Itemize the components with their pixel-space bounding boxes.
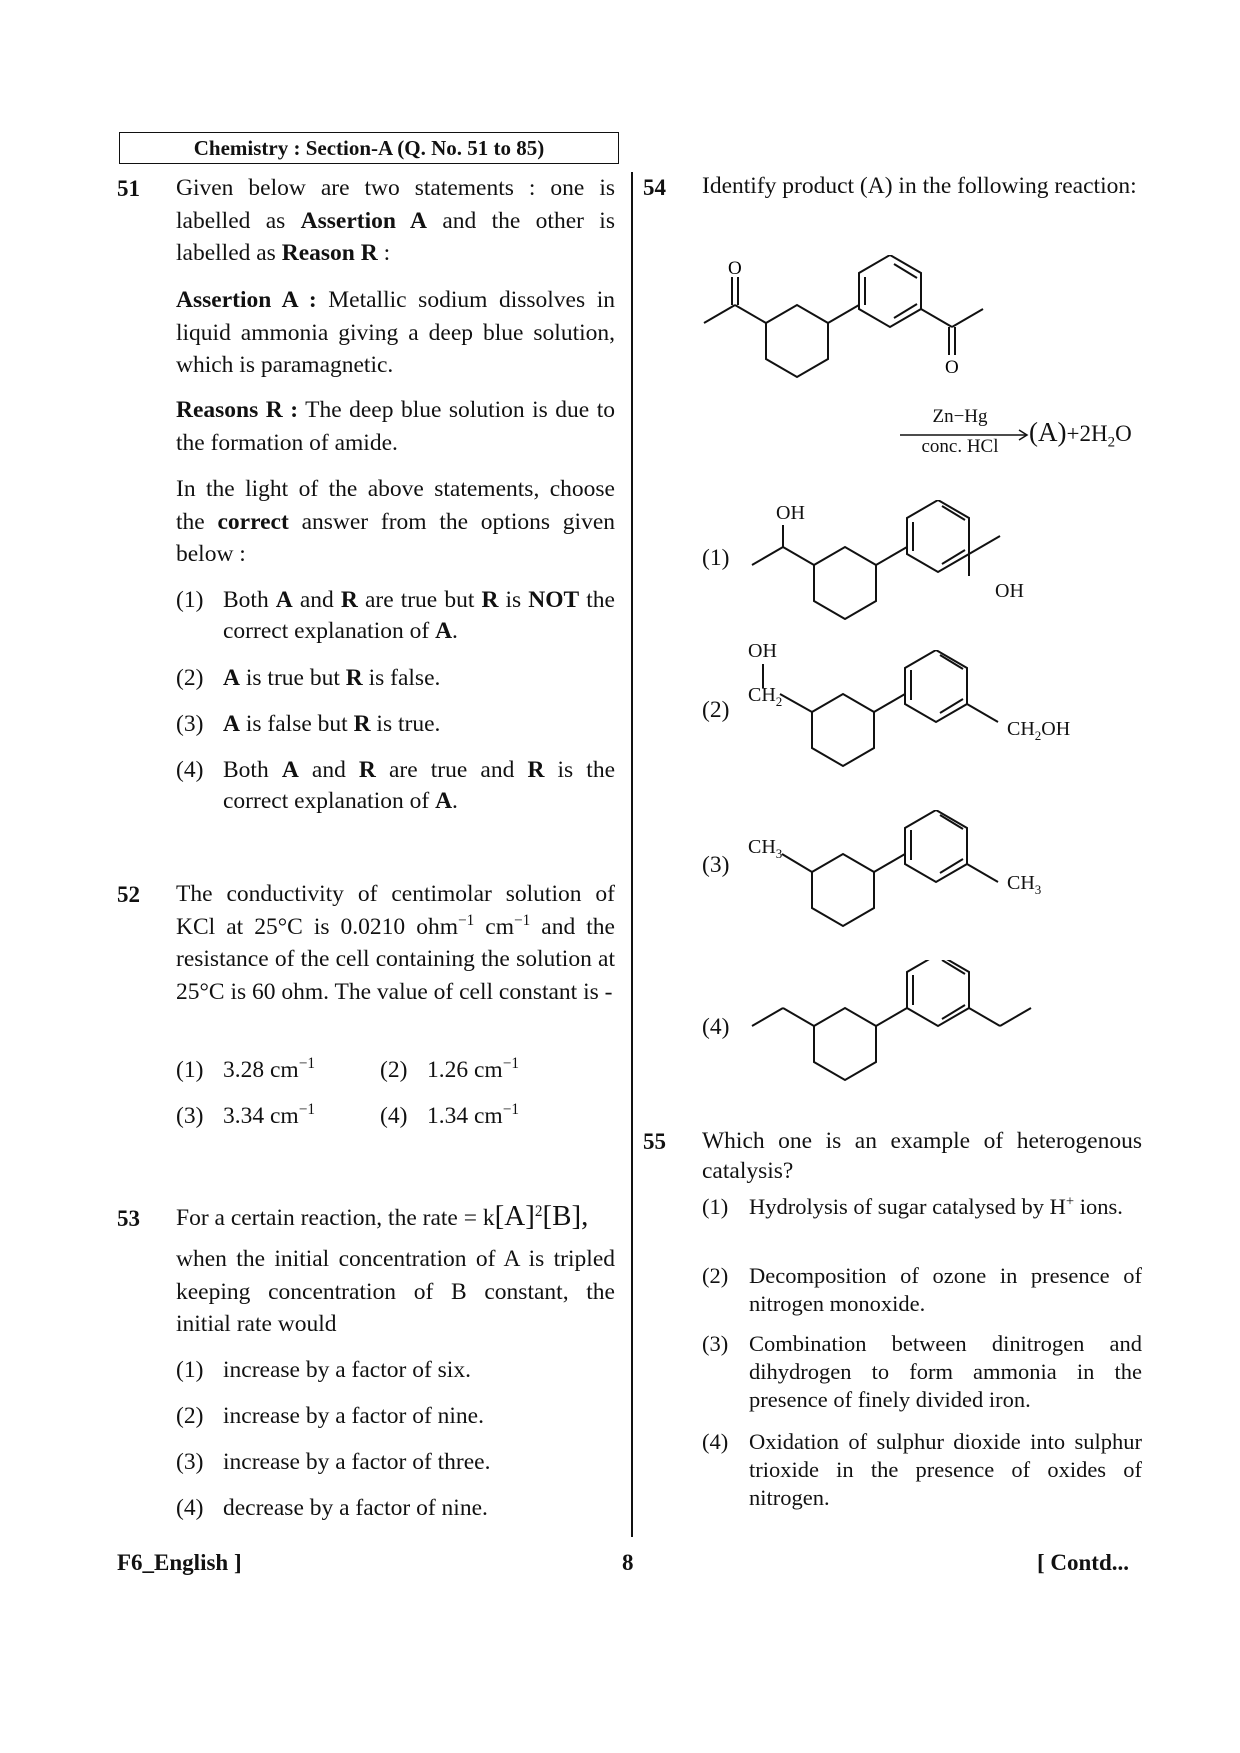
question-51-option-4[interactable]: (4) Both A and R are true and R is the correct explanation of A. xyxy=(176,757,615,814)
question-51-intro: Given below are two statements : one is labelled as Assertion A and the other is labelled as Reason R : xyxy=(176,175,615,266)
question-52-text: The conductivity of centimolar solution of KCl at 25°C is 0.0210 ohm$^{-1}$ $cm^{-1}$ and the resistance of the cell containing the solution at 25°C is 60 ohm. The value of cell constant is - xyxy=(176,881,615,1005)
option-3-structure xyxy=(760,810,1060,930)
rate-equation: $k[A]^2[B]$, xyxy=(482,1200,589,1232)
question-53-rate: For a certain reaction, the rate = $k[A]^2[B]$, xyxy=(176,1200,589,1232)
question-53-option-4[interactable]: (4) decrease by a factor of nine. xyxy=(176,1495,488,1521)
question-54-option-2[interactable]: (2) xyxy=(702,697,730,723)
question-55-option-2[interactable]: (2) Decomposition of ozone in presence of nitrogen monoxide. xyxy=(702,1263,1142,1316)
question-51-option-2[interactable]: (2) A is true but R is false. xyxy=(176,665,441,691)
question-54-option-3[interactable]: (3) xyxy=(702,852,730,878)
reagent-top: Zn−Hg xyxy=(932,406,988,427)
question-54-number: 54 xyxy=(643,175,666,200)
section-title: Chemistry : Section-A (Q. No. 51 to 85) xyxy=(119,132,619,164)
ch3-label-left: $CH_3$ xyxy=(748,836,783,861)
ch3-label-right: $CH_3$ xyxy=(1007,872,1042,897)
question-53-option-1[interactable]: (1) increase by a factor of six. xyxy=(176,1357,471,1383)
question-51-option-3[interactable]: (3) A is false but R is true. xyxy=(176,711,441,737)
ch2-label: $CH_2$ xyxy=(748,684,783,709)
option-4-structure xyxy=(745,960,1045,1090)
question-53-number: 53 xyxy=(117,1206,140,1231)
question-54-option-4[interactable]: (4) xyxy=(702,1014,730,1040)
question-53-option-2[interactable]: (2) increase by a factor of nine. xyxy=(176,1403,484,1429)
question-53-text: when the initial concentration of A is tripled keeping concentration of B constant, the initial rate would xyxy=(176,1246,615,1337)
ch2oh-label: $CH_2OH$ xyxy=(1007,718,1071,743)
carbonyl-o-right: O xyxy=(945,357,959,378)
question-51-option-1[interactable]: (1) Both A and R are true but R is NOT the correct explanation of A. xyxy=(176,587,615,644)
question-52-option-2[interactable]: (2) 1.26 $cm^{-1}$ xyxy=(380,1055,519,1083)
question-55-option-4[interactable]: (4) Oxidation of sulphur dioxide into sulphur trioxide in the presence of oxides of nitrogen. xyxy=(702,1429,1142,1510)
question-52-option-1[interactable]: (1) 3.28 $cm^{-1}$ xyxy=(176,1055,315,1083)
question-55-option-1[interactable]: (1) Hydrolysis of sugar catalysed by H+ ions. xyxy=(702,1193,1123,1219)
question-55-text: Which one is an example of heterogenous catalysis? xyxy=(702,1128,1142,1184)
question-53-option-3[interactable]: (3) increase by a factor of three. xyxy=(176,1449,491,1475)
oh-label-1a: OH xyxy=(776,502,805,524)
question-52-number: 52 xyxy=(117,882,140,907)
question-54-option-1[interactable]: (1) xyxy=(702,545,730,571)
question-55-option-3[interactable]: (3) Combination between dinitrogen and dihydrogen to form ammonia in the presence of finely divided iron. xyxy=(702,1331,1142,1412)
question-52-option-4[interactable]: (4) 1.34 $cm^{-1}$ xyxy=(380,1101,519,1129)
question-52-option-3[interactable]: (3) 3.34 $cm^{-1}$ xyxy=(176,1101,315,1129)
question-51-assertion: Assertion A : Metallic sodium dissolves in liquid ammonia giving a deep blue solution, which is paramagnetic. xyxy=(176,287,616,378)
question-55-number: 55 xyxy=(643,1129,666,1154)
page-number: 8 xyxy=(622,1550,634,1575)
oh-label-1b: OH xyxy=(995,580,1024,602)
oh-label-2: OH xyxy=(748,640,777,662)
question-54-text: Identify product (A) in the following reaction: xyxy=(702,173,1137,199)
reagent-bottom: conc. HCl xyxy=(921,436,999,457)
column-divider xyxy=(631,172,633,1537)
footer-right: [ Contd... xyxy=(1037,1550,1130,1575)
reactant-structure xyxy=(690,255,1020,385)
footer-left: F6_English ] xyxy=(117,1550,242,1575)
question-51-reason: Reasons R : The deep blue solution is due to the formation of amide. xyxy=(176,397,615,456)
option-2-structure xyxy=(760,650,1060,770)
reaction-product: $(A)+2H_2O$ xyxy=(1029,417,1132,451)
question-51-instruction: In the light of the above statements, choose the correct answer from the options given below : xyxy=(176,476,615,567)
question-51-number: 51 xyxy=(117,176,140,201)
carbonyl-o-left: O xyxy=(728,258,742,279)
